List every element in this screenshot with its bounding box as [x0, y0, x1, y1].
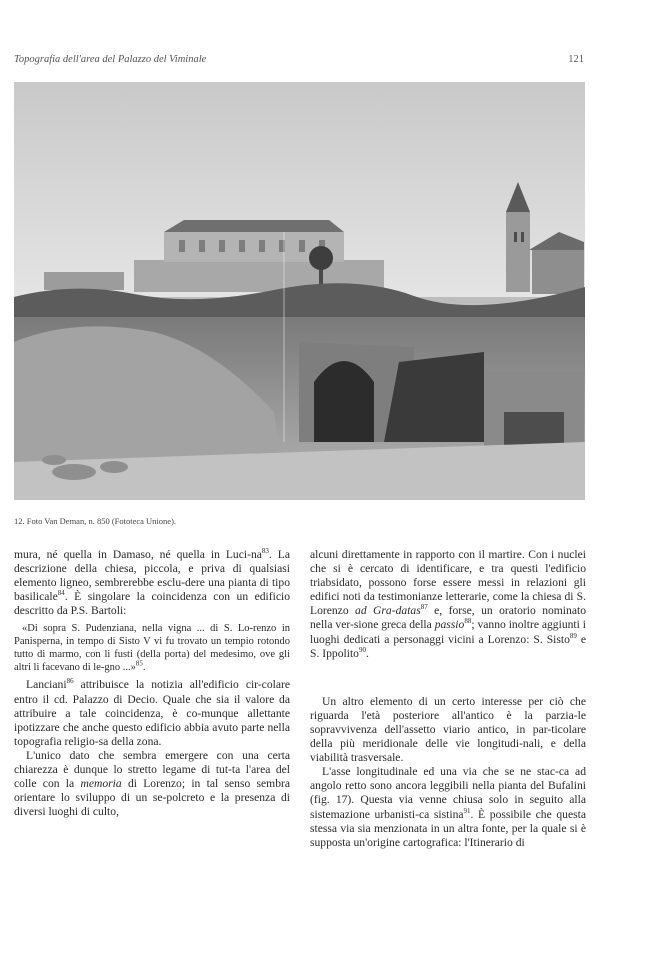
right-text-column	[310, 548, 586, 850]
figure-caption: 12. Foto Van Deman, n. 850 (Fototeca Unione).	[14, 516, 177, 526]
paragraph: alcuni direttamente in rapporto con il martire. Con i nuclei che si è cercato di identificare, e tra questi l'edificio triabsidato, possono forse essere messi in relazioni gli edifici noti da testimonianze letterarie, come la chiesa di S. Lorenzo ad Gra-datas$^{87}$ e, forse, un oratorio nominato nella ver-sione greca della passio$^{88}$; vanno inoltre aggiunti i luoghi dedicati a personaggi vicini a Lorenzo: S. Sisto$^{89}$ e S. Ippolito$^{90}$.	[310, 548, 587, 660]
block-quote: «Di sopra S. Pudenziana, nella vigna ... di S. Lo-renzo in Panisperna, in tempo di Sisto V vi fu trovato un tempio rotondo tutto di marmo, con li fusti (della porta) del medesimo, ove gli altri li facevano di le-gno ...»$^{85}$.	[14, 623, 290, 674]
paragraph: Un altro elemento di un certo interesse per ciò che riguarda l'età posteriore all'antico è la parzia-le sopravvivenza dell'assetto viario antico, in par-ticolare della più meridionale delle vie longitudi-nali, e della viabilità trasversale.	[310, 694, 586, 765]
paragraph: L'asse longitudinale ed una via che se ne stac-ca ad angolo retto sono ancora leggibili nella pianta del Bufalini (fig. 17). Questa via venne chiusa solo in seguito alla sistemazione urbanisti-ca sistina$^{91}$. È possibile che questa stessa via sia menzionata in un altra fonte, per la quale si è supposta un'origine cartografica: l'Itinerario di	[310, 765, 586, 849]
footnote-ref[interactable]: 89	[569, 631, 577, 640]
paragraph: mura, né quella in Damaso, né quella in Luci-$na^{83}$. La descrizione della chiesa, piccola, e priva di qualsiasi elemento ligneo, sembrerebbe esclu-dere una pianta di tipo basilicale$^{84}$. È singolare la coincidenza con un edificio descritto da P.S. Bartoli:	[14, 547, 290, 618]
footnote-ref[interactable]: 87	[420, 603, 428, 612]
footnote-ref[interactable]: 91	[463, 806, 471, 815]
page-number: 121	[568, 54, 584, 65]
running-title: Topografia dell'area del Palazzo del Viminale	[14, 54, 207, 65]
footnote-ref[interactable]: 85	[135, 659, 143, 668]
running-head	[14, 54, 584, 65]
archival-photograph	[14, 82, 585, 500]
paragraph: Lanciani$^{86}$ attribuisce la notizia all'edificio cir-colare entro il cd. Palazzo di Decio. Quale che sia il valore da attribuire a tale coincidenza, è co-munque allettante ipotizzare che anche questo edificio abbia avuto parte nella topografia religio-sa della zona.	[14, 677, 290, 748]
footnote-ref[interactable]: 88	[464, 617, 472, 626]
footnote-ref[interactable]: 90	[358, 645, 366, 654]
footnote-ref[interactable]: 86	[66, 677, 74, 686]
paragraph: L'unico dato che sembra emergere con una certa chiarezza è dunque lo stretto legame di tut-ta l'area del colle con la memoria di Lorenzo; in tal senso sembra orientare lo sviluppo di un se-polcreto e la presenza di diversi luoghi di culto,	[14, 748, 290, 819]
excavation-photo-illustration	[14, 82, 585, 500]
left-text-column	[14, 548, 290, 819]
footnote-ref[interactable]: 84	[57, 589, 65, 598]
footnote-ref[interactable]: 83	[261, 547, 269, 556]
